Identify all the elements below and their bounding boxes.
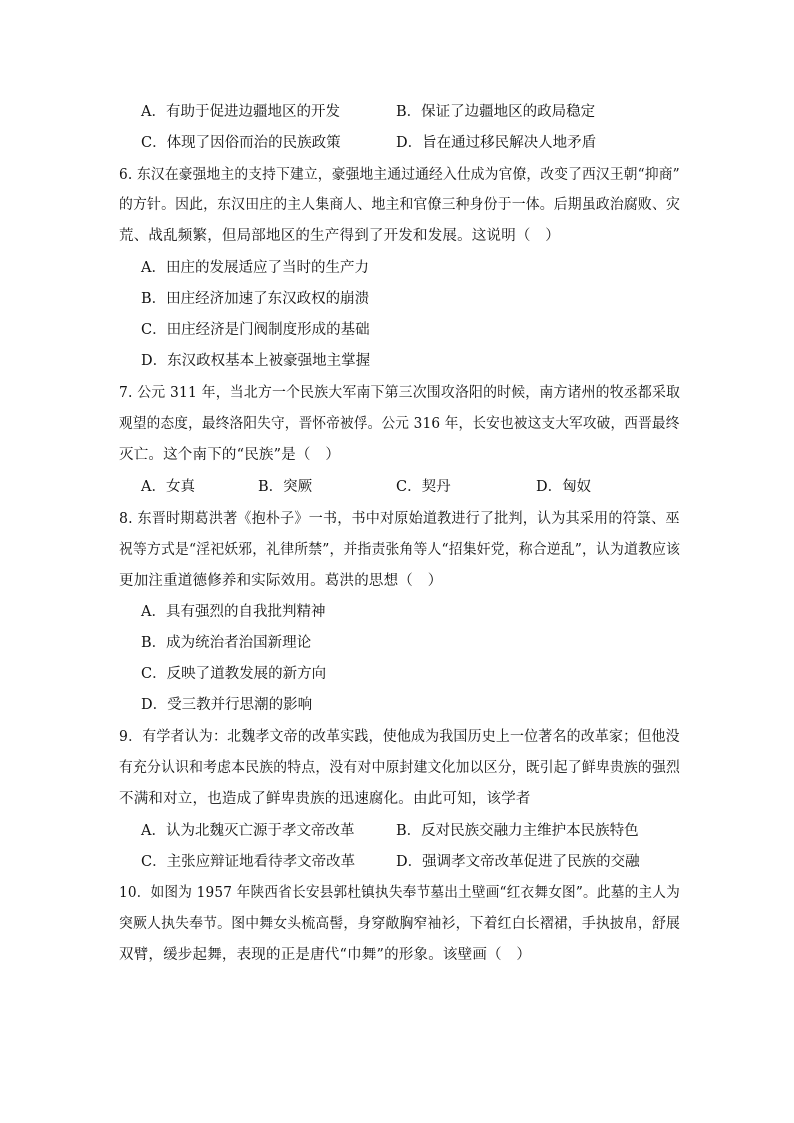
q7-option-c: C．契丹 <box>396 479 451 495</box>
q6-stem-line-2: 的方针。因此，东汉田庄的主人集商人、地主和官僚三种身份于一体。后期虽政治腐败、灾 <box>119 197 681 213</box>
q9-option-c: C．主张应辩证地看待孝文帝改革 <box>141 854 356 870</box>
q7-stem-line-2: 观望的态度，最终洛阳失守，晋怀帝被俘。公元 316 年，长安也被这支大军攻破，西晋最终 <box>119 416 680 432</box>
q6-option-a: A．田庄的发展适应了当时的生产力 <box>141 260 369 276</box>
q8-stem-line-1: 8. 东晋时期葛洪著《抱朴子》一书，书中对原始道教进行了批判，认为其采用的符箓、巫 <box>119 511 680 527</box>
q8-stem-line-3: 更加注重道德修养和实际效用。葛洪的思想（ ） <box>119 573 443 589</box>
q10-stem-line-1: 10．如图为 1957 年陕西省长安县郭杜镇执失奉节墓出土壁画“红衣舞女图”。此墓的主人为 <box>119 885 680 901</box>
q7-option-a: A．女真 <box>141 479 195 495</box>
q8-stem-line-2: 祝等方式是“淫祀妖邪，礼律所禁”，并指责张角等人“招集奸党，称合逆乱”，认为道教应该 <box>119 542 681 558</box>
q9-stem-line-2: 有充分认识和考虑本民族的特点，没有对中原封建文化加以区分，既引起了鲜卑贵族的强烈 <box>119 760 681 776</box>
q9-stem-line-1: 9．有学者认为：北魏孝文帝的改革实践，使他成为我国历史上一位著名的改革家；但他没 <box>119 729 680 745</box>
q9-option-b: B．反对民族交融力主维护本民族特色 <box>396 823 639 839</box>
q8-option-c: C．反映了道教发展的新方向 <box>141 666 327 682</box>
q5-option-b: B．保证了边疆地区的政局稳定 <box>396 104 596 120</box>
q8-option-b: B．成为统治者治国新理论 <box>141 635 312 651</box>
q8-option-d: D．受三教并行思潮的影响 <box>141 697 313 713</box>
q7-stem-line-1: 7. 公元 311 年，当北方一个民族大军南下第三次围攻洛阳的时候，南方诸州的牧丞都采取 <box>119 385 681 401</box>
q7-option-d: D．匈奴 <box>536 479 592 495</box>
q6-stem-line-1: 6. 东汉在豪强地主的支持下建立，豪强地主通过通经入仕成为官僚，改变了西汉王朝“抑商” <box>119 167 680 183</box>
q8-option-a: A．具有强烈的自我批判精神 <box>141 604 326 620</box>
q10-stem-line-2: 突厥人执失奉节。图中舞女头梳高髻，身穿敞胸窄袖衫，下着红白长褶裙，手执披帛，舒展 <box>119 916 681 932</box>
q9-stem-line-3: 不满和对立，也造成了鲜卑贵族的迅速腐化。由此可知，该学者 <box>119 791 531 807</box>
q5-option-a: A．有助于促进边疆地区的开发 <box>141 104 340 120</box>
q6-option-d: D．东汉政权基本上被豪强地主掌握 <box>141 353 371 369</box>
q6-option-c: C．田庄经济是门阀制度形成的基础 <box>141 322 370 338</box>
q6-stem-line-3: 荒、战乱频繁，但局部地区的生产得到了开发和发展。这说明（ ） <box>119 228 560 244</box>
q5-option-c: C．体现了因俗而治的民族政策 <box>141 135 341 151</box>
q9-option-d: D．强调孝文帝改革促进了民族的交融 <box>396 854 640 870</box>
q6-option-b: B．田庄经济加速了东汉政权的崩溃 <box>141 291 370 307</box>
q7-stem-line-3: 灭亡。这个南下的“民族”是（ ） <box>119 447 341 463</box>
q7-option-b: B．突厥 <box>258 479 313 495</box>
q10-stem-line-3: 双臂，缓步起舞，表现的正是唐代“巾舞”的形象。该壁画（ ） <box>119 947 532 963</box>
q9-option-a: A．认为北魏灭亡源于孝文帝改革 <box>141 823 355 839</box>
q5-option-d: D．旨在通过移民解决人地矛盾 <box>396 135 597 151</box>
